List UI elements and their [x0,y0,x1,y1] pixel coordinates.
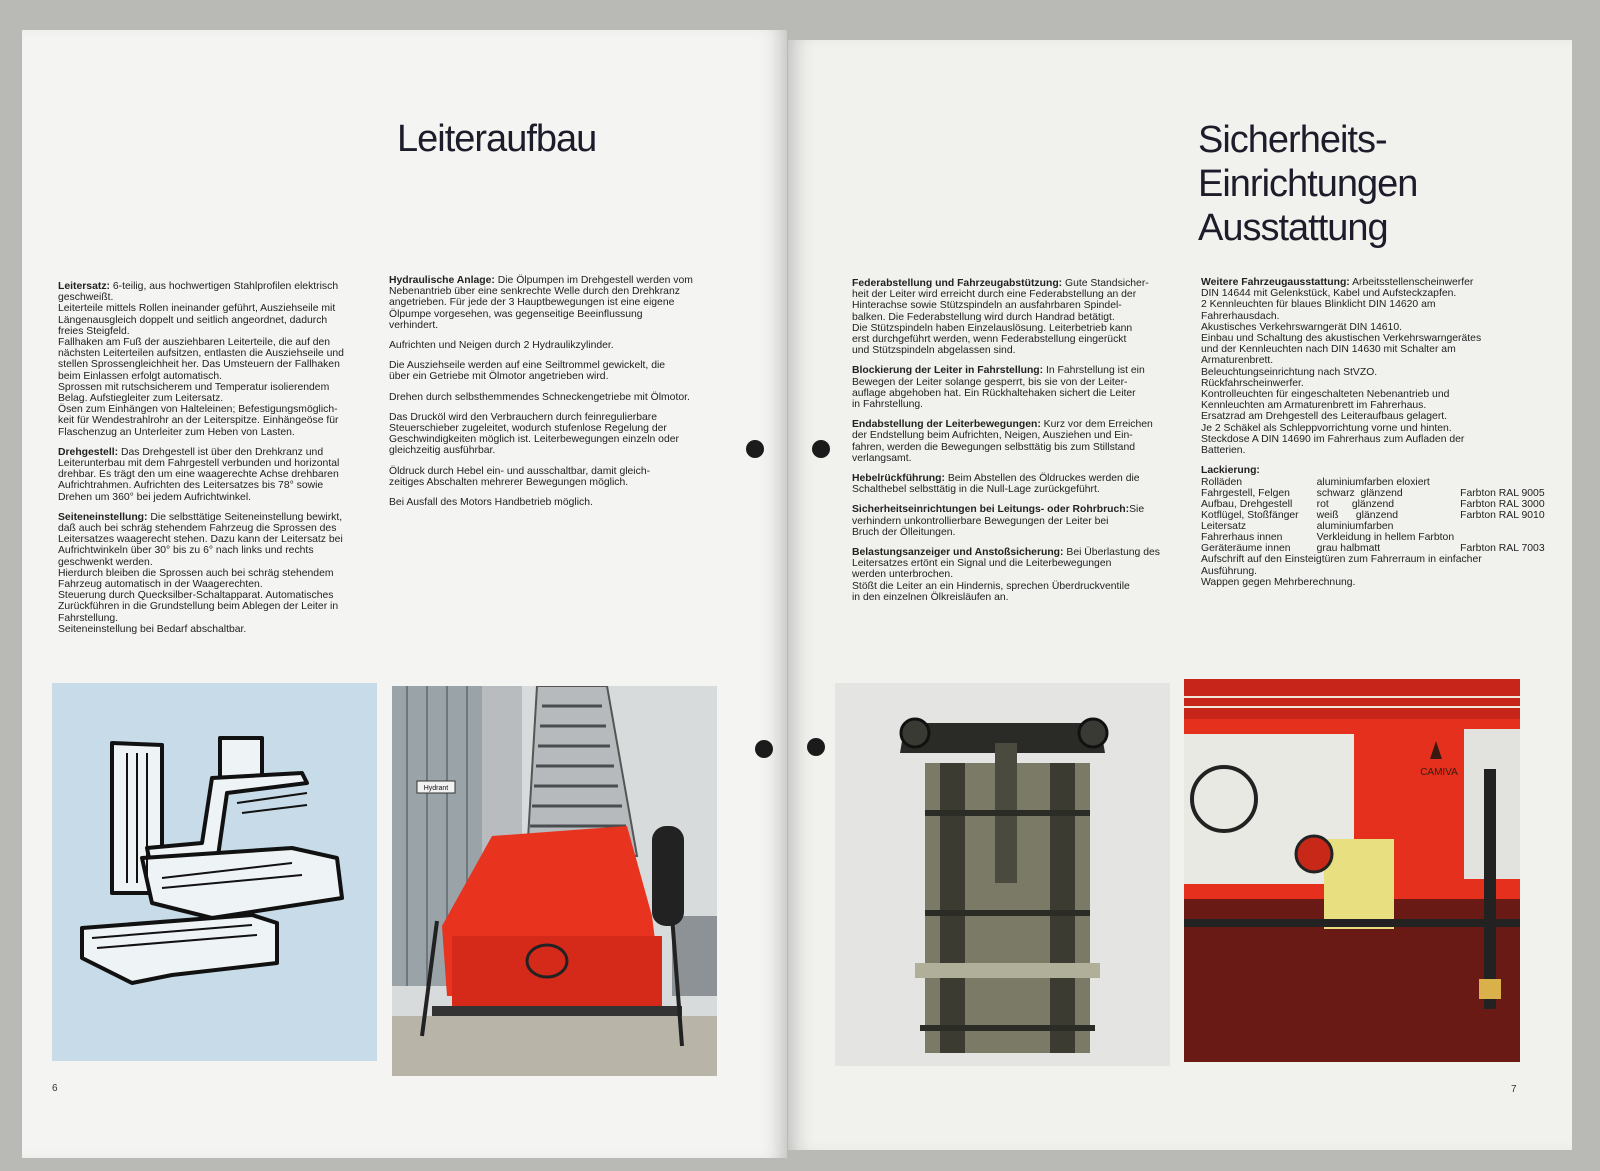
text-line: Belag. Aufstiegleiter zum Leitersatz. [58,393,224,405]
paint-table [1201,477,1545,554]
text-line: und Stützspindeln abgelassen sind. [852,345,1016,357]
paragraph-heading: Federabstellung und Fahrzeugabstützung: [852,278,1063,289]
paint-ral: Farbton RAL 7003 [1460,543,1545,555]
paint-row [1201,488,1545,499]
text-line: Zurückführen in die Grundstellung beim Ablegen der Leiter in [58,601,339,613]
paint-part: Kotflügel, Stoßfänger [1201,510,1299,522]
paint-finish: grau halbmatt [1316,543,1381,555]
text-line: Fahrzeug automatisch in der Waagerechten. [58,579,263,591]
text-line: heit der Leiter wird erreicht durch eine Federabstellung an der [852,289,1137,301]
text-line: Drehen um 360° bei jedem Aufrichtwinkel. [58,491,252,503]
paragraph [389,360,719,382]
paint-part: Rolläden [1201,477,1243,489]
text-line: Armaturenbrett. [1201,355,1274,367]
paragraph-heading: Endabstellung der Leiterbewegungen: [852,419,1041,431]
text-line: Ersatzrad am Drehgestell des Leiteraufbaus gelagert. [1201,411,1448,423]
ladder-profile-diagram [52,683,377,1061]
title-line-1: Sicherheits- [1198,119,1387,161]
right-page [788,40,1572,1150]
text-line: Fahrerhausdach. [1201,310,1280,322]
text-line: DIN 14644 mit Gelenkstück, Kabel und Aufsteckzapfen. [1201,288,1457,300]
text-line: gleichzeitig ausführbar. [389,445,496,457]
text-line: verhindert. [389,319,439,331]
text-line: Wappen gegen Mehrberechnung. [1201,576,1356,588]
text-line: Kennleuchten am Armaturenbrett im Fahrerhaus. [1201,400,1427,412]
truck-detail-photo [1184,679,1520,1062]
text-line: Geschwindigkeiten möglich ist. Leiterbewegungen einzeln oder [389,434,679,446]
text-line: Aufrichtwinkeln über 30° bis zu 6° nach links und rechts [58,545,314,557]
right-column-2 [1201,277,1545,588]
paragraph [852,473,1187,495]
text-line: 2 Kennleuchten für blaues Blinklicht DIN 14620 am [1201,299,1436,311]
text-line: Leitersatzes waagerecht stehen. Dazu kann der Leitersatz bei [58,534,343,546]
text-line: geschwenkt werden. [58,556,153,568]
text-line: daß auch bei schräg stehendem Fahrzeug die Sprossen des [58,523,337,535]
text-line: Leitersatzes ertönt ein Signal und die Leiterbewegungen [852,558,1112,570]
punch-hole [755,740,773,758]
text-line: Längenausgleich doppelt und seitlich angeordnet, dadurch [58,314,328,326]
text-line: Hierdurch bleiben die Sprossen auch bei schräg stehendem [58,567,334,579]
text-line: angetrieben. Für jede der 3 Hauptbewegungen ist eine eigene [389,297,675,309]
paragraph [389,275,719,331]
text-line: Batterien. [1201,445,1246,457]
text-line: Kontrolleuchten für eingeschalteten Nebenantrieb und [1201,389,1450,401]
text-line: Aufschrift auf den Einsteigtüren zum Fahrerraum in einfacher [1201,554,1482,566]
paragraph-heading: Hydraulische Anlage: [389,275,495,286]
paint-ral: Farbton RAL 3000 [1460,499,1545,511]
text-line: Fallhaken am Fuß der ausziehbaren Leiterteile, die auf den [58,337,331,349]
paint-row [1201,543,1545,554]
text-line: Leiterteile mittels Rollen ineinander geführt, Ausziehseile mit [58,303,336,315]
paint-row [1201,532,1545,543]
left-page [22,30,787,1158]
text-line: Bruch der Ölleitungen. [852,526,956,538]
camiva-logo: CAMIVA [1420,767,1458,778]
text-line: in Fahrstellung. [852,399,924,411]
text-line: über ein Getriebe mit Ölmotor angetrieben wird. [389,371,609,383]
paint-finish: aluminiumfarben eloxiert [1316,477,1430,489]
paragraph [58,281,378,438]
text-line: balken. Die Federabstellung wird durch Handrad betätigt. [852,311,1115,323]
paragraph [389,466,719,488]
text-line: Federabstellung und Fahrzeugabstützung: Gute Standsicher- [852,278,1149,289]
text-line: erst durchgeführt werden, wenn Federabstellung eingerückt [852,334,1127,346]
paint-ral: Farbton RAL 9010 [1460,510,1545,522]
paragraph-heading: Blockierung der Leiter in Fahrstellung: [852,365,1044,377]
paint-part: Leitersatz [1201,521,1247,533]
text-line: Je 2 Schäkel als Schleppvorrichtung vorne und hinten. [1201,422,1452,434]
paragraph [389,392,719,403]
paint-row [1201,510,1545,521]
text-line: Das Drucköl wird den Verbrauchern durch feinregulierbare [389,411,657,423]
paint-part: Fahrgestell, Felgen [1201,488,1290,500]
title-line-2: Einrichtungen [1198,163,1418,205]
paint-part: Aufbau, Drehgestell [1201,499,1293,511]
paint-finish: aluminiumfarben [1316,521,1394,533]
text-line: Leiterunterbau mit dem Fahrgestell verbunden und horizontal [58,458,340,470]
support-spindle-photo [835,683,1170,1066]
text-line: Sprossen mit rutschsicherem und Temperatur isolierendem [58,381,330,393]
text-line: Belastungsanzeiger und Anstoßsicherung: Bei Überlastung des [852,547,1160,559]
text-line: Blockierung der Leiter in Fahrstellung: In Fahrstellung ist ein [852,365,1145,377]
punch-hole [807,738,825,756]
paint-row [1201,499,1545,510]
paint-ral [1460,521,1545,532]
text-line: Akustisches Verkehrswarngerät DIN 14610. [1201,321,1402,333]
text-line: Aufrichten und Neigen durch 2 Hydraulikzylinder. [389,340,614,352]
paragraph-heading: Leitersatz: [58,281,110,292]
text-line: Nebenantrieb über eine senkrechte Welle durch den Drehkranz [389,286,680,298]
paint-ral [1460,532,1545,543]
paragraph [58,447,378,503]
paragraph [389,412,719,457]
text-line: Bei Ausfall des Motors Handbetrieb möglich. [389,497,593,509]
paragraph [852,278,1187,356]
left-page-title: Leiteraufbau [397,118,597,160]
further-equipment-paragraph [1201,277,1541,456]
text-line: in den einzelnen Ölkreisläufen an. [852,591,1009,603]
left-column-2 [389,275,719,517]
text-line: Seiteneinstellung bei Bedarf abschaltbar. [58,623,247,635]
text-line: beim Einlassen erfolgt automatisch. [58,370,223,382]
punch-hole [812,440,830,458]
text-line: Flaschenzug an Unterleiter zum Heben von Lasten. [58,426,295,438]
left-page-number: 6 [52,1083,58,1094]
text-line: Endabstellung der Leiterbewegungen: Kurz vor dem Erreichen [852,419,1153,431]
paragraph [852,419,1187,464]
paint-part: Fahrerhaus innen [1201,532,1283,544]
text-line: verlangsamt. [852,452,912,464]
paint-part: Geräteräume innen [1201,543,1291,555]
right-page-number: 7 [1511,1084,1517,1095]
text-line: Drehgestell: Das Drehgestell ist über den Drehkranz und [58,446,324,458]
text-line: Steuerung durch Quecksilber-Schaltapparat. Automatisches [58,590,334,602]
paragraph-heading: Sicherheitseinrichtungen bei Leitungs- oder Rohrbruch: [852,504,1130,516]
paragraph-heading: Belastungsanzeiger und Anstoßsicherung: [852,547,1064,559]
text-line: Rückfahrscheinwerfer. [1201,377,1304,389]
lackierung-heading: Lackierung: [1201,465,1260,477]
paragraph-heading: Hebelrückführung: [852,473,945,485]
text-line: Beleuchtungseinrichtung nach StVZO. [1201,366,1378,378]
paint-finish: schwarz glänzend [1316,488,1403,500]
text-line: geschweißt. [58,292,114,304]
text-line: Die Stützspindeln haben Einzelauslösung. Leiterbetrieb kann [852,322,1133,334]
text-line: Sicherheitseinrichtungen bei Leitungs- oder Rohrbruch:Sie verhindern unkontrollierbare Bewegungen der Leiter bei [852,504,1145,527]
text-line: Stößt die Leiter an ein Hindernis, sprechen Überdruckventile [852,580,1130,592]
paint-row [1201,477,1545,488]
fire-truck-ladder-photo [392,686,717,1076]
paint-finish: weiß glänzend [1316,510,1399,522]
text-line: drehbar. Es trägt den um eine waagerechte Achse drehbaren [58,469,339,481]
hydrant-sign: Hydrant [423,785,449,792]
text-line: Die Ausziehseile werden auf eine Seiltrommel gewickelt, die [389,360,666,372]
paint-row [1201,521,1545,532]
text-line: freies Steigfeld. [58,325,130,337]
paragraph [852,547,1187,603]
left-column-1 [58,281,378,644]
text-line: Hinterachse sowie Stützspindeln an ausfahrbaren Spindel- [852,300,1122,312]
paragraph-heading: Weitere Fahrzeugausstattung: [1201,277,1350,288]
paragraph [852,504,1187,538]
paint-ral [1460,477,1545,488]
paragraph [389,340,719,351]
text-line: Einbau und Schaltung des akustischen Verkehrswarngerätes [1201,333,1482,345]
text-line: Steuerschieber zugeleitet, wodurch stufenlose Regelung der [389,423,667,435]
paragraph-heading: Drehgestell: [58,446,119,458]
right-column-1 [852,278,1187,612]
text-line: Ausführung. [1201,565,1258,577]
text-line: Schalthebel selbsttätig in die Null-Lage zurückgeführt. [852,484,1100,496]
text-line: Weitere Fahrzeugausstattung: Arbeitsstellenscheinwerfer [1201,277,1474,288]
paint-finish: rot glänzend [1316,499,1395,511]
text-line: Ösen zum Einhängen von Halteleinen; Befestigungsmöglich- [58,404,338,416]
text-line: Ölpumpe vorgesehen, was gegenseitige Beeinflussung [389,308,643,320]
text-line: fahren, werden die Bewegungen selbsttätig bis zum Stillstand [852,441,1136,453]
text-line: Bewegen der Leiter solange gesperrt, bis sie von der Leiter- [852,376,1128,388]
text-line: nächsten Leiterteilen aufsitzen, entlasten die Ausziehseile und [58,348,344,360]
text-line: werden unterbrochen. [852,569,954,581]
text-line: Drehen durch selbsthemmendes Schneckengetriebe mit Ölmotor. [389,391,690,403]
right-page-title [1198,118,1417,250]
text-line: zeitiges Abschalten mehrerer Bewegungen möglich. [389,476,629,488]
text-line: Hebelrückführung: Beim Abstellen des Öldruckes werden die [852,473,1140,485]
text-line: der Endstellung beim Aufrichten, Neigen, Ausziehen und Ein- [852,430,1133,442]
lettering-paragraph [1201,554,1541,588]
paragraph [852,365,1187,410]
paint-finish: Verkleidung in hellem Farbton [1316,532,1455,544]
text-line: Seiteneinstellung: Die selbsttätige Seiteneinstellung bewirkt, [58,511,343,523]
text-line: und der Kennleuchten nach DIN 14630 mit Schalter am [1201,344,1456,356]
text-line: Öldruck durch Hebel ein- und ausschaltbar, damit gleich- [389,465,651,477]
text-line: Fahrstellung. [58,612,119,624]
paragraph [58,512,378,635]
punch-hole [746,440,764,458]
paragraph-heading: Seiteneinstellung: [58,511,148,523]
text-line: Hydraulische Anlage: Die Ölpumpen im Drehgestell werden vom [389,275,693,286]
text-line: auflage abgehoben hat. Ein Rückhaltehaken sichert die Leiter [852,387,1136,399]
paint-ral: Farbton RAL 9005 [1460,488,1545,500]
text-line: stellen Sprossengleichheit her. Das Umsteuern der Fallhaken [58,359,340,371]
text-line: Steckdose A DIN 14690 im Fahrerhaus zum Aufladen der [1201,433,1465,445]
text-line: keit für Wendestrahlrohr an der Leiterspitze. Einhängeöse für [58,415,339,427]
paragraph [389,497,719,508]
text-line: Aufrichtrahmen. Aufrichten des Leitersatzes bis 78° sowie [58,480,324,492]
profile-drawing-icon [52,683,377,1061]
text-line: Leitersatz: 6-teilig, aus hochwertigen Stahlprofilen elektrisch [58,281,339,292]
title-line-3: Ausstattung [1198,207,1388,249]
